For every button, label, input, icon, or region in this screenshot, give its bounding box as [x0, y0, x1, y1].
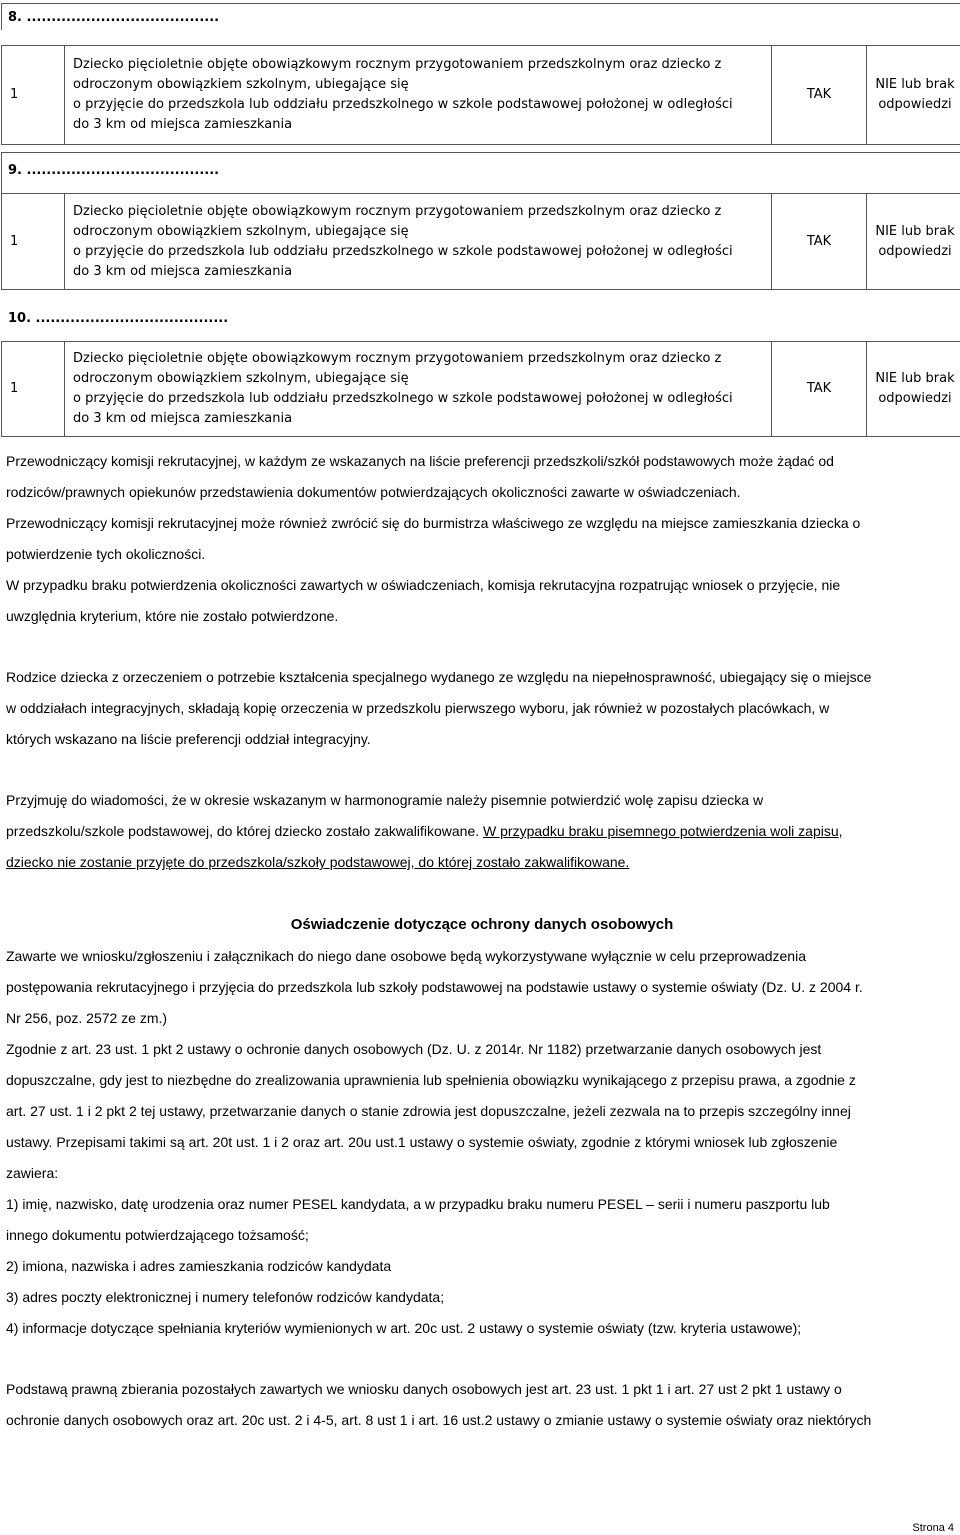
- answer-no[interactable]: NIE lub brak odpowiedzi: [867, 194, 960, 290]
- table-row: [2, 194, 960, 290]
- paragraph-verification: Przewodniczący komisji rekrutacyjnej, w każdym ze wskazanych na liście preferencji przedszkoli/szkół podstawowych może żądać od rodziców/prawnych opiekunów przedstawienia dokumentów potwierdzających okoliczności zawarte w oświadczeniach. Przewodniczący komisji rekrutacyjnej może również zwrócić się do burmistrza właściwego ze względu na miejsce zamieszkania dziecka o potwierdzenie tych okoliczności. W przypadku braku potwierdzenia okoliczności zawartych w oświadczeniach, komisja rekrutacyjna rozpatrując wniosek o przyjęcie, nie uwzględnia kryterium, które nie zostało potwierdzone.: [6, 453, 861, 624]
- criterion-description: Dziecko pięcioletnie objęte obowiązkowym rocznym przygotowaniem przedszkolnym oraz dziecko z odroczonym obowiązkiem szkolnym, ubiegające się o przyjęcie do przedszkola lub oddziału przedszkolnego w szkole podstawowej położonej w odległości do 3 km od miejsca zamieszkania: [65, 342, 772, 437]
- paragraph-integration-classes: Rodzice dziecka z orzeczeniem o potrzebie kształcenia specjalnego wydanego ze względu na niepełnosprawność, ubiegający się o miejsce w oddziałach integracyjnych, składają kopię orzeczenia w przedszkolu pierwszego wyboru, jak również w pozostałych placówkach, w których wskazano na liście preferencji oddział integracyjny.: [6, 669, 872, 747]
- section-9-heading: 9. .......................................: [8, 163, 220, 178]
- criteria-table-10: [1, 341, 960, 437]
- criteria-table-8: [1, 45, 960, 145]
- data-protection-body: Zawarte we wniosku/zgłoszeniu i załącznikach do niego dane osobowe będą wykorzystywane wyłącznie w celu przeprowadzenia postępowania rekrutacyjnego i przyjęcia do przedszkola lub szkoły podstawowej na podstawie ustawy o systemie oświaty (Dz. U. z 2004 r. Nr 256, poz. 2572 ze zm.) Zgodnie z art. 23 ust. 1 pkt 2 ustawy o ochronie danych osobowych (Dz. U. z 2014r. Nr 1182) przetwarzanie danych osobowych jest dopuszczalne, gdy jest to niezbędne do zrealizowania uprawnienia lub spełnienia obowiązku wynikającego z przepisu prawa, a zgodnie z art. 27 ust. 1 i 2 pkt 2 tej ustawy, przetwarzanie danych o stanie zdrowia jest dopuszczalne, jeżeli zezwala na to przepis szczególny innej ustawy. Przepisami takimi są art. 20t ust. 1 i 2 oraz art. 20u ust.1 ustawy o systemie oświaty, zgodnie z którymi wniosek lub zgłoszenie zawiera: 1) imię, nazwisko, datę urodzenia oraz numer PESEL kandydata, a w przypadku braku numeru PESEL – serii i numeru paszportu lub innego dokumentu potwierdzającego tożsamość; 2) imiona, nazwiska i adres zamieszkania rodziców kandydata 3) adres poczty elektronicznej i numery telefonów rodziców kandydata; 4) informacje dotyczące spełniania kryteriów wymienionych w art. 20c ust. 2 ustawy o systemie oświaty (tzw. kryteria ustawowe);: [6, 948, 863, 1336]
- data-protection-title: Oświadczenie dotyczące ochrony danych osobowych: [290, 916, 674, 933]
- section-8-heading: 8. .......................................: [8, 10, 220, 25]
- table-row: [2, 342, 960, 437]
- answer-no[interactable]: NIE lub brak odpowiedzi: [867, 342, 960, 437]
- legal-basis-paragraph: Podstawą prawną zbierania pozostałych zawartych we wniosku danych osobowych jest art. 23 ust. 1 pkt 1 i art. 27 ust 2 pkt 1 ustawy o ochronie danych osobowych oraz art. 20c ust. 2 i 4-5, art. 8 ust 1 i art. 16 ust.2 ustawy o zmianie ustawy o systemie oświaty oraz niektórych: [6, 1381, 872, 1428]
- criterion-number: 1: [2, 194, 65, 290]
- criterion-number: 1: [2, 46, 65, 145]
- answer-yes[interactable]: TAK: [772, 342, 867, 437]
- criterion-number: 1: [2, 342, 65, 437]
- criterion-description: Dziecko pięcioletnie objęte obowiązkowym rocznym przygotowaniem przedszkolnym oraz dziecko z odroczonym obowiązkiem szkolnym, ubiegające się o przyjęcie do przedszkola lub oddziału przedszkolnego w szkole podstawowej położonej w odległości do 3 km od miejsca zamieszkania: [65, 46, 772, 145]
- page-number: Strona 4: [912, 1522, 954, 1534]
- table-row: [2, 46, 960, 145]
- answer-yes[interactable]: TAK: [772, 46, 867, 145]
- answer-yes[interactable]: TAK: [772, 194, 867, 290]
- criteria-table-9: [1, 193, 960, 290]
- criterion-description: Dziecko pięcioletnie objęte obowiązkowym rocznym przygotowaniem przedszkolnym oraz dziecko z odroczonym obowiązkiem szkolnym, ubiegające się o przyjęcie do przedszkola lub oddziału przedszkolnego w szkole podstawowej położonej w odległości do 3 km od miejsca zamieszkania: [65, 194, 772, 290]
- paragraph-confirmation: Przyjmuję do wiadomości, że w okresie wskazanym w harmonogramie należy pisemnie potwierdzić wolę zapisu dziecka w przedszkolu/szkole podstawowej, do której dziecko zostało zakwalifikowane. W przypadku braku pisemnego potwierdzenia woli zapisu, dziecko nie zostanie przyjęte do przedszkola/szkoły podstawowej, do której zostało zakwalifikowane.: [6, 792, 843, 870]
- section-10-heading: 10. .......................................: [8, 311, 229, 326]
- answer-no[interactable]: NIE lub brak odpowiedzi: [867, 46, 960, 145]
